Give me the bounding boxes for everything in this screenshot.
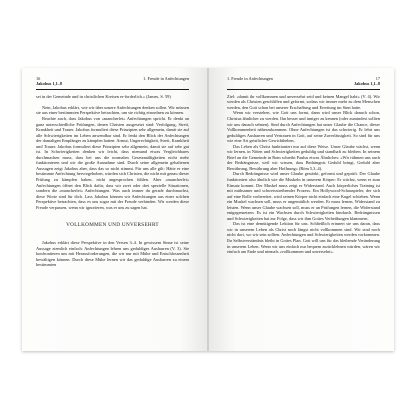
body-paragraph: Durch Bedrängnisse wird unser Glaube gestärkt, geformt und geprüft. Der Glaube funktioniert also ähnlich wie die Muskeln in unserem Körper: Er wächst, wenn er zum Einsatz kommt. Der Muskel muss zeigt er Widerstand. Auch körperliches Training ist mit mühsamer und schweisstreibender Prozess. Ein Hollywood-Schauspieler, der sich auf eine Rolle vorbereitet, wird seinen Körper nicht einfach eine Kugel schieben. Wenn ein Muskel wachsen soll, muss er ungemütlich werden. Er muss lernen, Widerstand zu leisten. Wenn unser Glaube wachsen soll, muss er an Prüfungen lernen, die Widerstand entgegensetzen. Es ist ein Wachsen durch Schwierigkeiten hindurch. Bedrängnissen und Schwierigkeiten hat zur Folge, dass wir ihm Gottes Verheißungen klammern. xyxy=(227,171,380,221)
running-chapter-title: 1. Freude in Anfechtungen xyxy=(143,76,189,81)
page-number: 17 xyxy=(375,76,380,81)
body-paragraph: sei in der Gemeinde und in christlichen Kreisen er-forderlich.» (James, S. 59) xyxy=(36,93,171,99)
page-number: 16 xyxy=(36,76,41,81)
right-running-header xyxy=(227,76,380,87)
scripture-reference: Jakobus 1,1–8 xyxy=(353,81,380,87)
body-paragraph: Jakobus erklärt diese Perspektive in den Versen 3–4. In gewissem Sinne ist seine Aussage ziemlich einfach: Anfechtungen lehren uns geduldiges Ausharren (V. 3). Sie konfrontieren uns mit Herausforderungen, die wir nur mit Mühe und Entschlossenheit bewältigen können. Durch diese Mühe lernen wir das geduldige Ausharren zu einem bestimmten xyxy=(36,240,189,268)
section-heading: VOLLKOMMEN UND UNVERSEHRT xyxy=(66,222,159,229)
left-page xyxy=(22,68,207,351)
header-rule xyxy=(36,89,189,90)
open-book-spread xyxy=(22,68,394,351)
body-paragraph: Ziel: «damit ihr vollkommen und unversehrt seid und keinen Mangel habt» (V. 4). Wir werden als Christen geschliffen und geformt, sodass wir immer mehr zu dem Menschen werden, den Gott schon bei unserer Erschaffung und Errettung im Sinn hatte. xyxy=(227,93,380,110)
body-paragraph: Nein, Jakobus erklärt, wie wir über unsere Anfechtungen denken sollen. Wir müssen sie aus einer bestimmten Perspektive betrachten, um sie richtig einordnen zu können. xyxy=(36,104,189,116)
body-paragraph: Das Leben als Christ funktioniert nur auf diese Weise. Unser Glaube wächst, wenn wir lernen, in Nöten und Schwierigkeiten geduldig und standhaft zu bleiben. In seinem Brief an die Gemeinde in Rom schreibt Paulus etwas Ähnliches: «Wir rühmen uns auch der Bedrängnisse, weil wir wissen, dass Bedrängnis Geduld bringt, Geduld aber Bewährung, Bewährung aber Hoffnung» (Röm 5,3–4). xyxy=(227,143,380,171)
scripture-reference: Jakobus 1,1–8 xyxy=(36,81,63,87)
body-paragraph: Wenn wir verstehen, wie Gott uns formt, dann wird unser Blick danach schon, Christus ähnlicher zu werden. Ihn besser und inniger zu kennen (oder zumindest sollten wir uns danach sehnen). Sind durch Anfechtungen hat unser Glaube die Chance, dieser Vollkommenheit näherzukommen. Ohne Anfechtungen ist das schwierig. Er lehrt uns geduldiges Ausharren und Vertrauen in Gott, auf seine Zuverlässigkeit. So sind für uns wie eine Art geistlicher Gewichtheben. xyxy=(227,110,380,144)
body-paragraph: Das ist eine demütigende Lektion für uns. Schließlich erinnert sie uns daran, dass wir in unserem Leben als Christ noch längst nicht vollkommen sind. Wir sind noch nicht dort, wo wir sein sollten. Anfechtungen und Schwierigkeiten werden vorkommen. Ihr Selbstverständnis bleibt in Gottes Plan. Gott will uns für das bleibende Veränderung in unserem Leben. Wenn wir uns einfach nur bequem zurücklehnen würden, wären wir einfach am Ende und niemals «vollkommen und unversehrt». xyxy=(227,221,380,255)
body-paragraph: Beachte auch, dass Jakobus von «mancherlei» Anfechtungen spricht. Er denkt an ganz unterschiedliche Prüfungen, denen Christen ausgesetzt sind: Verfolgung, Streit, Krankheit und Trauer. Jakobus formuliert diese Prinzipien sehr allgemein, damit sie auf alle Schwierigkeiten im Leben anwendbar sind. Er lenkt den Blick der Anfechtungen der damaligen Empfänger zu kämpfen hatten: Armut, Ungerechtigkeit, Streit, Krankheit und Trauer. Jakobus formuliert diese Prinzipien sehr allgemein, damit sie auf sehr gut ist. In Schwierigkeiten denken wir leicht, dass niemand etwas Vergleichbares durchmachen muss, dass bei uns die normalen Gesetzmäßigkeiten nicht mehr funktionieren und wir die große Ausnahme sind. Durch seine allgemein gehaltenen Aussagen zeigt Jakobus aber, dass das so nicht stimmt. Für uns alle gilt: Hätte er eine bestimmte Anfechtung hervorgehoben, würden sich Christen, die nicht mit genau dieser Prüfung zu kämpfen haben, nicht angesprochen fühlen. Aber «mancherlei» Anfechtungen öffnet den Blick dafür, dass wir zwei oder drei spezielle Situationen, sondern die «mancherlei» Anfechtungen. Was auch immer du gerade durchmachst, diese Worte sind für dich. Lass Jakobus können wir Anfechtungen aus einer solchen Perspektive betrachten, dass es uns sogar mit der Freude verbinden. Wir werden diese Freude verpassen, wenn wir ignorieren, was er uns zu sagen hat. xyxy=(36,115,189,210)
left-running-header xyxy=(36,76,189,87)
right-page xyxy=(209,68,394,351)
running-chapter-title: 1. Freude in Anfechtungen xyxy=(227,76,273,81)
header-rule xyxy=(227,89,380,90)
